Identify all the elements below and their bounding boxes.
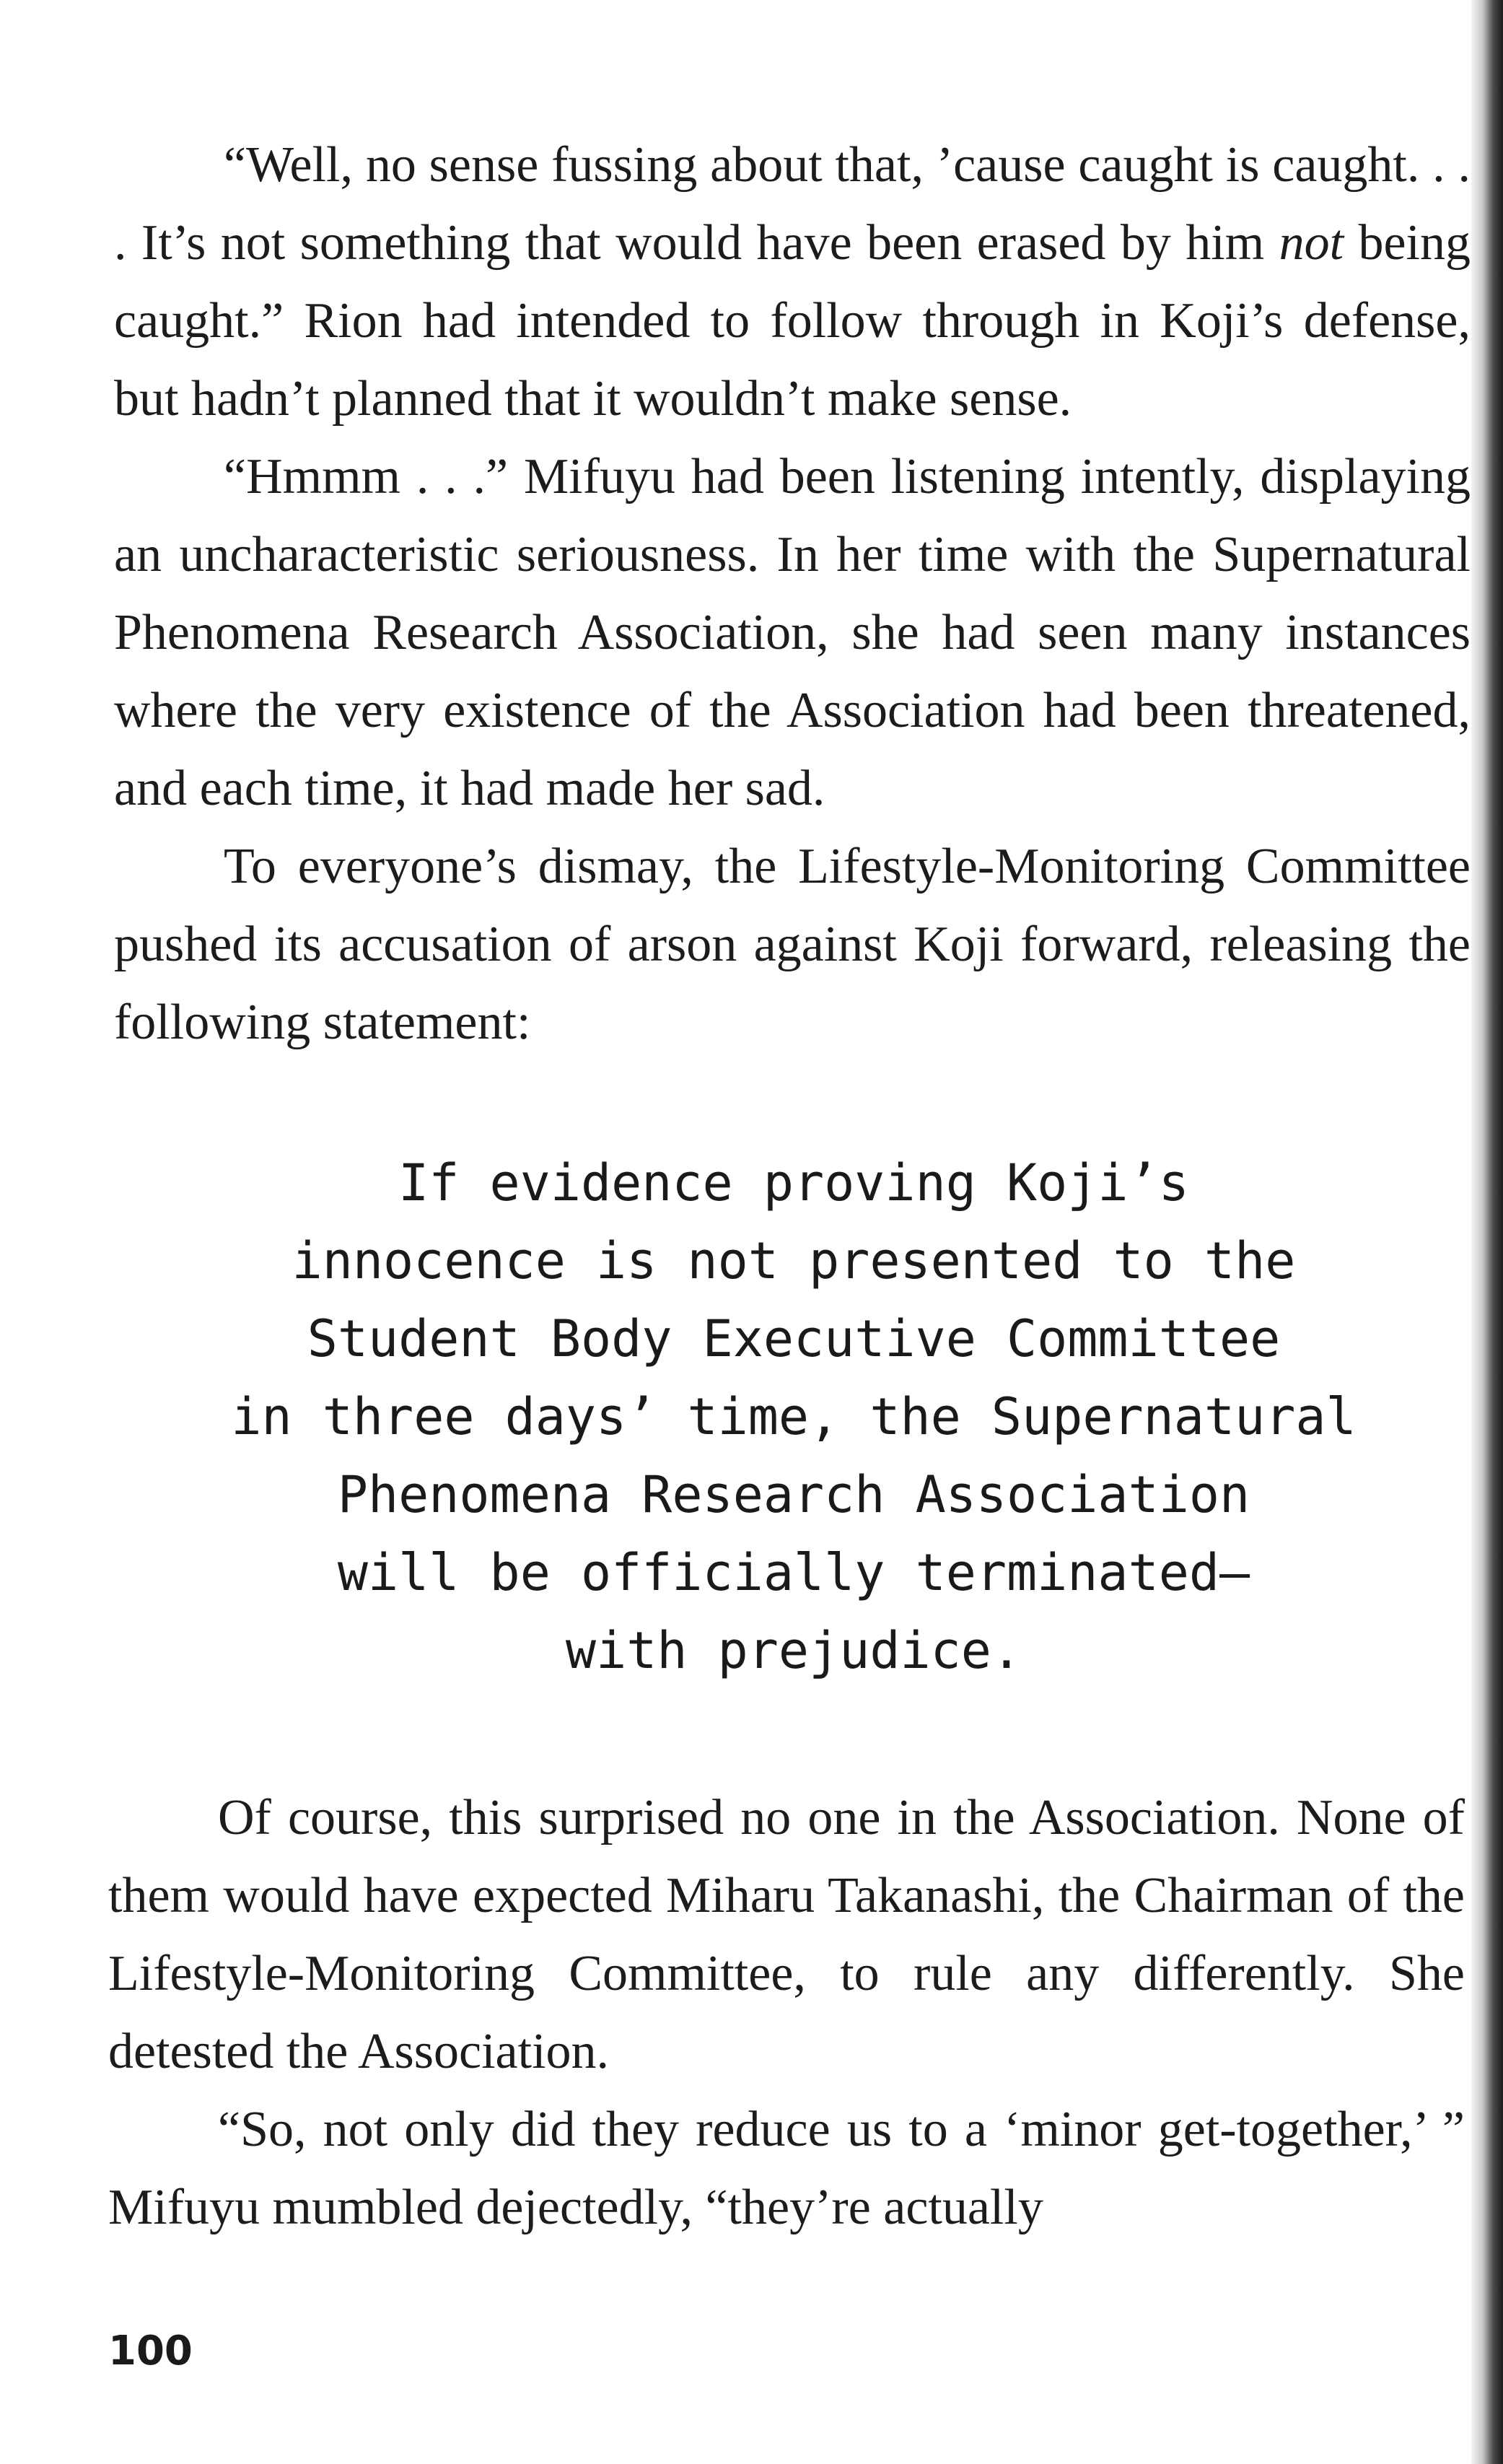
italic-emphasis: not [1279, 215, 1344, 271]
page-number: 100 [108, 2328, 193, 2375]
paragraph-4: Of course, this surprised no one in the Association. None of them would have expected Miharu Takanashi, the Chairman of the Lifestyle-Monitoring Committee, to rule any differently. She detested the Association. [108, 1790, 1465, 2079]
statement-line: with prejudice. [565, 1621, 1022, 1680]
paragraph-3: To everyone’s dismay, the Lifestyle-Monitoring Committee pushed its accusation of arson against Koji forward, releasing the following statement: [114, 839, 1471, 1050]
binding-shadow [1471, 0, 1503, 2464]
statement-line: in three days’ time, the Supernatural [231, 1387, 1357, 1446]
statement-line: If evidence proving Koji’s [398, 1153, 1189, 1213]
top-text-block [114, 126, 1471, 1062]
statement-line: Student Body Executive Committee [307, 1309, 1281, 1368]
committee-statement [216, 1144, 1371, 1690]
paragraph-1: “Well, no sense fussing about that, ’cause caught is caught. . . . It’s not something that would have been erased by him not being caught.” Rion had intended to follow through in Koji’s defense, but hadn’t planned that it wouldn’t make sense. [114, 137, 1471, 427]
paragraph-5: “So, not only did they reduce us to a ‘minor get-together,’ ” Mifuyu mumbled dejectedly, “they’re actually [108, 2102, 1465, 2235]
paragraph-2: “Hmmm . . .” Mifuyu had been listening intently, displaying an uncharacteristic seriousness. In her time with the Supernatural Phenomena Research Association, she had seen many instances where the very existence of the Association had been threatened, and each time, it had made her sad. [114, 449, 1471, 816]
bottom-text-block [108, 1779, 1465, 2247]
statement-line: innocence is not presented to the [292, 1231, 1296, 1290]
statement-line: will be officially terminated— [337, 1543, 1250, 1602]
statement-line: Phenomena Research Association [337, 1465, 1250, 1524]
